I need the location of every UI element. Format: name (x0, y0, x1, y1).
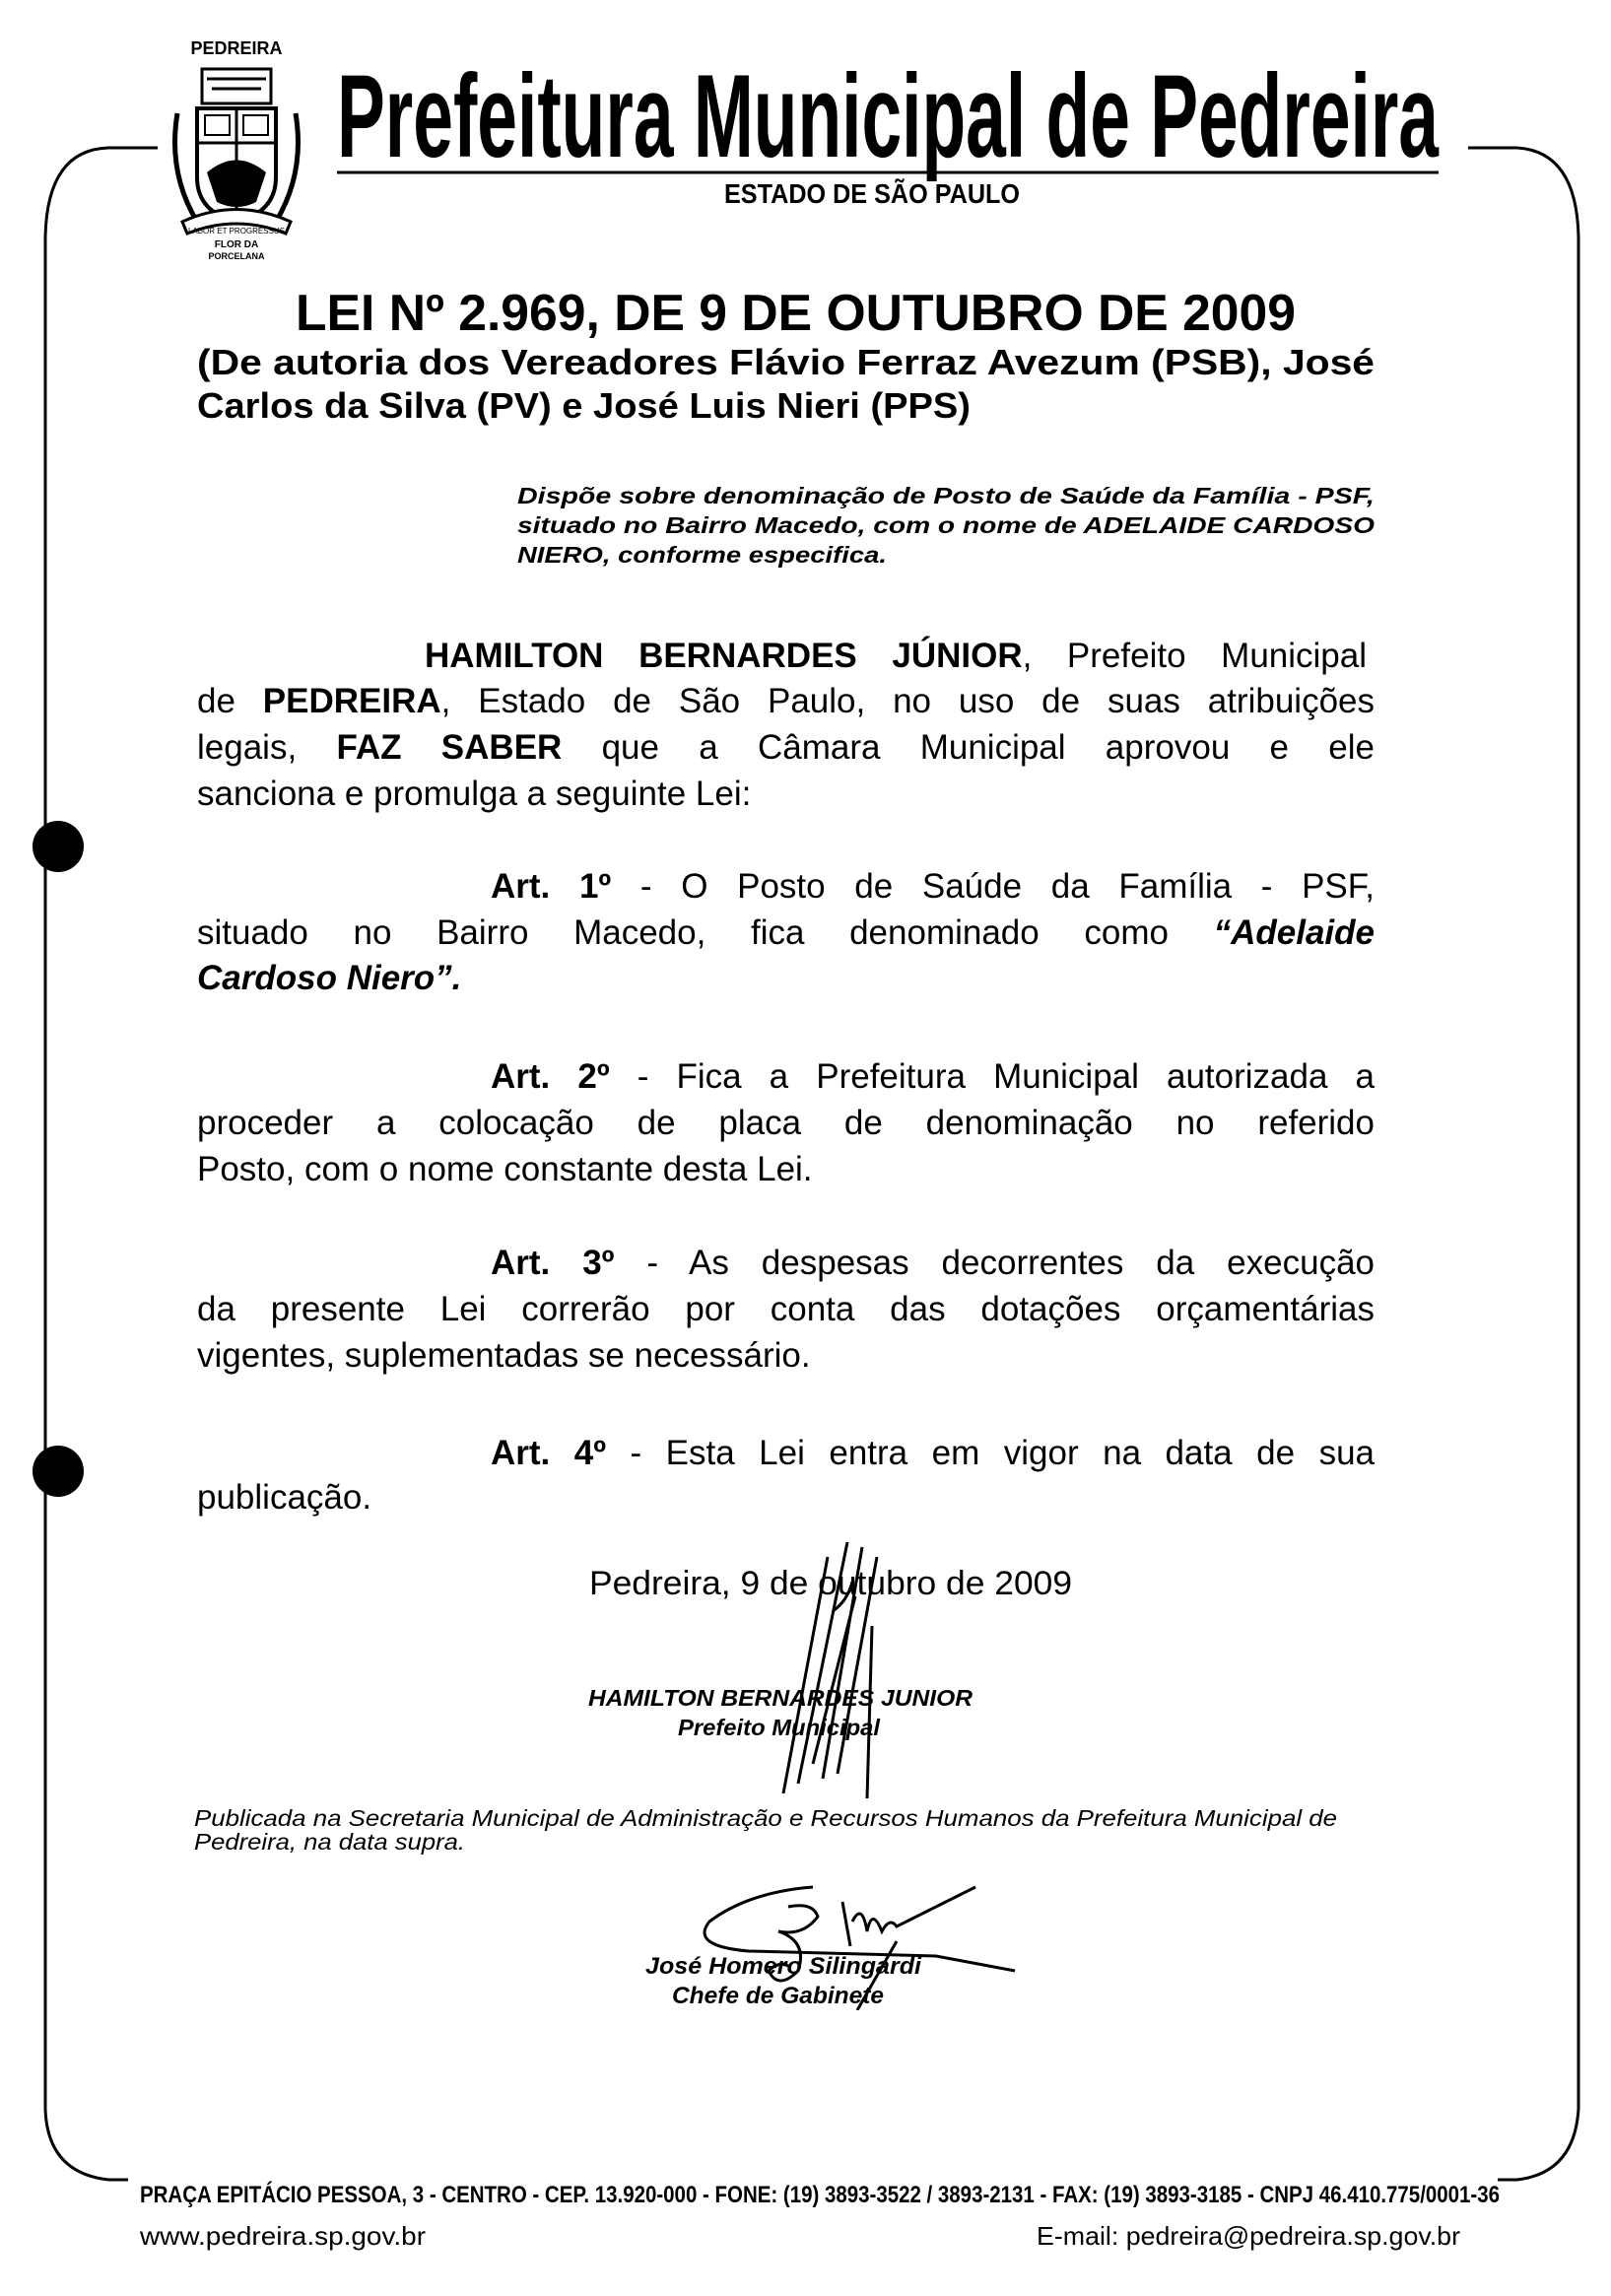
body-line (197, 682, 1375, 721)
body-text-segment: legais, (197, 728, 337, 767)
svg-text:PORCELANA: PORCELANA (208, 251, 265, 261)
body-line (197, 1290, 1375, 1329)
law-summary-line-1: Dispõe sobre denominação de Posto de Saúde da Família - PSF, (517, 483, 1375, 508)
svg-text:PEDREIRA: PEDREIRA (190, 38, 283, 58)
publication-note-line-2: Pedreira, na data supra. (194, 1829, 465, 1855)
footer-website[interactable]: www.pedreira.sp.gov.br (140, 2221, 426, 2251)
body-text-segment: proceder a colocação de placa de denominação no referido (197, 1104, 1375, 1142)
body-text-segment: “Adelaide (1213, 913, 1375, 952)
svg-text:FLOR DA: FLOR DA (214, 239, 259, 250)
footer-email[interactable]: E-mail: pedreira@pedreira.sp.gov.br (1037, 2221, 1460, 2251)
body-text-segment: Art. 1º (491, 867, 612, 906)
body-text-segment: Art. 3º (491, 1244, 615, 1282)
body-text-segment: - Fica a Prefeitura Municipal autorizada a (609, 1057, 1376, 1096)
law-summary-line-3: NIERO, conforme especifica. (517, 542, 887, 568)
mayor-title: Prefeito Municipal (678, 1715, 880, 1740)
chief-title: Chefe de Gabinete (672, 1983, 884, 2009)
body-text-segment: que a Câmara Municipal aprovou e ele (562, 728, 1375, 767)
body-text-segment: HAMILTON BERNARDES JÚNIOR (425, 637, 1023, 675)
body-text-segment: de (197, 682, 263, 720)
body-text-segment: PEDREIRA (262, 682, 441, 720)
body-text-segment: Posto, com o nome constante desta Lei. (197, 1150, 813, 1188)
footer-address: PRAÇA EPITÁCIO PESSOA, 3 - CENTRO - CEP. 13.920-000 - FONE: (19) 3893-3522 / 3893-2131 - FAX: (19) 3893-3185 - CNPJ 46.410.775/0001-36 (140, 2182, 1500, 2208)
body-line (197, 1150, 1375, 1189)
body-line (197, 728, 1375, 768)
punch-hole (33, 821, 84, 872)
body-text-segment: vigentes, suplementadas se necessário. (197, 1336, 811, 1375)
body-text-segment: Art. 2º (491, 1057, 610, 1096)
mayor-name: HAMILTON BERNARDES JUNIOR (588, 1685, 973, 1711)
law-authors-line-2: Carlos da Silva (PV) e José Luis Nieri (PPS) (197, 385, 971, 426)
mayor-signature (729, 1537, 926, 1803)
body-text-segment: , Prefeito Municipal (1022, 637, 1368, 675)
body-text-segment: - O Posto de Saúde da Família - PSF, (611, 867, 1375, 906)
body-text-segment: - As despesas decorrentes da execução (614, 1244, 1375, 1282)
body-line (197, 1478, 1375, 1518)
body-text-segment: - Esta Lei entra em vigor na data de sua (606, 1434, 1375, 1472)
header-title: Prefeitura Municipal de Pedreira (337, 50, 1439, 182)
body-text-segment: Art. 4º (491, 1434, 607, 1472)
body-line (491, 1057, 1375, 1097)
body-line (491, 1244, 1375, 1283)
law-authors-line-1: (De autoria dos Vereadores Flávio Ferraz Avezum (PSB), José (197, 342, 1375, 382)
body-text-segment: Cardoso Niero”. (197, 959, 462, 997)
body-text-segment: , Estado de São Paulo, no uso de suas atribuições (440, 682, 1376, 720)
body-line (491, 1434, 1375, 1473)
body-line (197, 775, 1375, 814)
body-line (197, 1104, 1375, 1143)
signing-date: Pedreira, 9 de outubro de 2009 (589, 1565, 1072, 1602)
body-line (197, 1336, 1375, 1376)
header-subtitle: ESTADO DE SÃO PAULO (724, 178, 1020, 209)
body-line (491, 867, 1375, 907)
body-text-segment: da presente Lei correrão por conta das dotações orçamentárias (197, 1290, 1375, 1328)
svg-text:LABOR ET PROGRESSUS: LABOR ET PROGRESSUS (187, 227, 286, 236)
punch-hole (33, 1446, 84, 1497)
law-title: LEI Nº 2.969, DE 9 DE OUTUBRO DE 2009 (296, 285, 1296, 342)
body-line (197, 959, 1375, 998)
chief-name: José Homero Silingardi (645, 1953, 921, 1980)
municipal-coat-of-arms-logo (158, 25, 315, 261)
law-summary-line-2: situado no Bairro Macedo, com o nome de ADELAIDE CARDOSO (517, 512, 1375, 538)
body-line (425, 637, 1367, 676)
body-text-segment: sanciona e promulga a seguinte Lei: (197, 775, 752, 813)
body-text-segment: FAZ SABER (336, 728, 563, 767)
body-line (197, 913, 1375, 953)
body-text-segment: situado no Bairro Macedo, fica denominado como (197, 913, 1214, 952)
body-text-segment: publicação. (197, 1478, 372, 1517)
publication-note-line-1: Publicada na Secretaria Municipal de Administração e Recursos Humanos da Prefeitura Municipal de (194, 1805, 1337, 1831)
